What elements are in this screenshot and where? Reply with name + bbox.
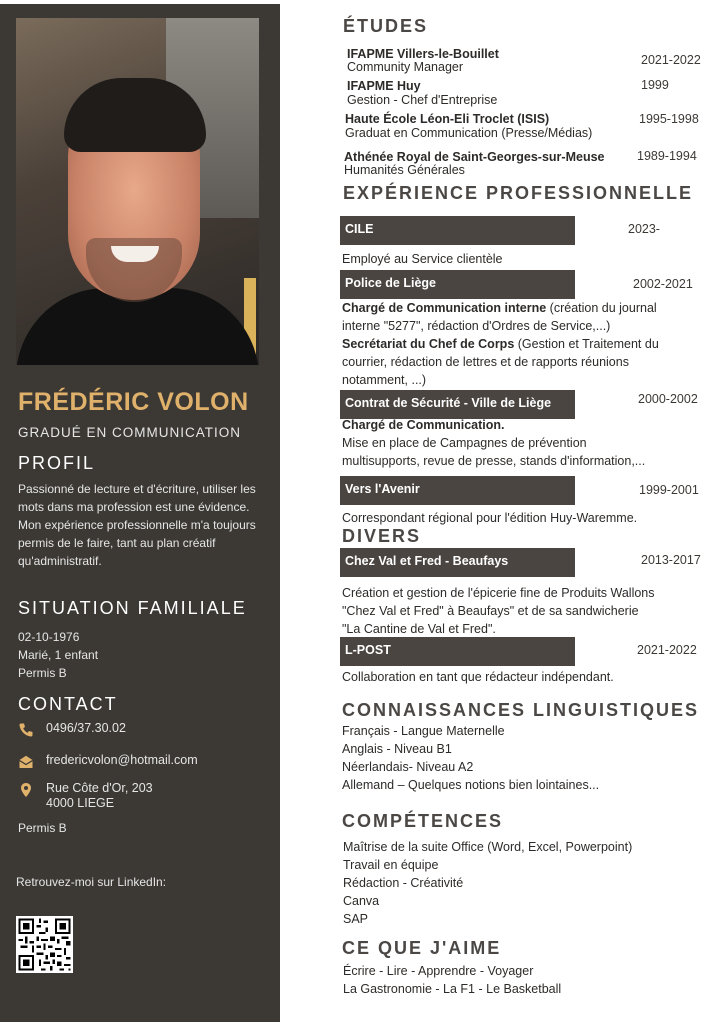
valfred-line2: "Chez Val et Fred" à Beaufays" et de sa sandwicherie — [342, 604, 639, 618]
valfred-line1: Création et gestion de l'épicerie fine de Produits Wallons — [342, 586, 655, 600]
job-desc-avenir: Correspondant régional pour l'édition Huy-Waremme. — [342, 511, 638, 525]
job-years-contrat: 2000-2002 — [638, 392, 698, 406]
job-years-cile: 2023- — [628, 222, 660, 236]
birth-date: 02-10-1976 — [18, 630, 80, 644]
police-role1-rest: (création du journal — [546, 301, 657, 315]
etude-years-3: 1995-1998 — [639, 112, 699, 126]
langues-list — [342, 722, 599, 794]
etude-years-1: 2021-2022 — [641, 53, 701, 67]
etude-detail-1: Community Manager — [347, 60, 464, 74]
mail-icon — [18, 754, 34, 770]
divers-years-valfred: 2013-2017 — [641, 553, 701, 567]
experience-heading: EXPÉRIENCE PROFESSIONNELLE — [343, 183, 694, 203]
contact-phone[interactable] — [18, 721, 126, 738]
valfred-line3: "La Cantine de Val et Fred". — [342, 622, 496, 636]
job-bar-cile — [340, 216, 575, 245]
competences-list — [343, 838, 632, 928]
etude-detail-4: Humanités Générales — [344, 163, 465, 177]
job-bar-police — [340, 270, 575, 299]
competence-item: Canva — [343, 894, 380, 908]
person-name: FRÉDÉRIC VOLON — [18, 388, 249, 416]
etude-school-4: Athénée Royal de Saint-Georges-sur-Meuse — [344, 150, 605, 164]
police-role2-rest: (Gestion et Traitement du — [514, 337, 659, 351]
job-title-contrat: Contrat de Sécurité - Ville de Liège — [345, 396, 552, 410]
competence-item: Travail en équipe — [343, 858, 439, 872]
langue-item: Français - Langue Maternelle — [342, 724, 505, 738]
aime-item: Écrire - Lire - Apprendre - Voyager — [343, 964, 534, 978]
langue-item: Anglais - Niveau B1 — [342, 742, 452, 756]
aime-heading: CE QUE J'AIME — [342, 938, 502, 958]
contact-license: Permis B — [18, 821, 67, 835]
police-role2-line2: courrier, rédaction de lettres et de rapports réunions — [342, 355, 629, 369]
location-pin-icon — [18, 782, 34, 798]
competence-item: SAP — [343, 912, 369, 926]
profil-heading: PROFIL — [18, 453, 96, 473]
divers-desc-valfred — [342, 584, 655, 638]
etude-years-4: 1989-1994 — [637, 149, 697, 163]
etudes-heading: ÉTUDES — [343, 16, 429, 36]
police-role2: Secrétariat du Chef de Corps — [342, 337, 515, 351]
etude-school-3: Haute École Léon-Eli Troclet (ISIS) — [345, 112, 550, 126]
email-address: fredericvolon@hotmail.com — [46, 753, 198, 767]
competence-item: Rédaction - Créativité — [343, 876, 464, 890]
divers-years-lpost: 2021-2022 — [637, 643, 697, 657]
divers-bar-valfred — [340, 548, 575, 577]
address-line1: Rue Côte d'Or, 203 — [46, 781, 153, 795]
contact-email[interactable] — [18, 753, 198, 770]
competence-item: Maîtrise de la suite Office (Word, Excel, Powerpoint) — [343, 840, 633, 854]
profil-text: Passionné de lecture et d'écriture, utiliser les mots dans ma profession est une évidence. Mon expérience professionnelle m'a toujours permis de le faire, tant au plan créatif qu'administratif. — [18, 482, 256, 568]
etude-years-2: 1999 — [641, 78, 669, 92]
driving-license: Permis B — [18, 666, 67, 680]
phone-number: 0496/37.30.02 — [46, 721, 126, 735]
job-desc-police — [342, 299, 659, 389]
contrat-line1: Mise en place de Campagnes de prévention — [342, 436, 587, 450]
etude-school-1: IFAPME Villers-le-Bouillet — [347, 47, 499, 61]
profile-photo — [16, 18, 259, 365]
divers-desc-lpost: Collaboration en tant que rédacteur indépendant. — [342, 670, 614, 684]
divers-heading: DIVERS — [342, 526, 422, 546]
police-role2-line3: notamment, ...) — [342, 373, 427, 387]
langue-item: Néerlandais- Niveau A2 — [342, 760, 474, 774]
aime-list — [343, 962, 561, 998]
divers-title-lpost: L-POST — [345, 643, 391, 657]
etude-detail-2: Gestion - Chef d'Entreprise — [347, 93, 498, 107]
address-line2: 4000 LIEGE — [46, 796, 115, 810]
divers-bar-lpost — [340, 637, 575, 666]
competences-heading: COMPÉTENCES — [342, 811, 504, 831]
job-bar-avenir — [340, 476, 575, 505]
sidebar — [0, 4, 280, 1022]
aime-item: La Gastronomie - La F1 - Le Basketball — [343, 982, 562, 996]
contrat-role: Chargé de Communication. — [342, 418, 505, 432]
job-title-police: Police de Liège — [345, 276, 437, 290]
police-role1: Chargé de Communication interne — [342, 301, 547, 315]
job-years-avenir: 1999-2001 — [639, 483, 699, 497]
contact-address — [18, 781, 153, 811]
linkedin-label: Retrouvez-moi sur LinkedIn: — [16, 875, 167, 889]
police-role1-line2: interne "5277", rédaction d'Ordres de Service,...) — [342, 319, 611, 333]
linkedin-qr-code[interactable] — [16, 916, 73, 973]
etude-detail-3: Graduat en Communication (Presse/Médias) — [345, 126, 593, 140]
job-title-avenir: Vers l'Avenir — [345, 482, 420, 496]
job-desc-contrat — [342, 416, 645, 470]
langues-heading: CONNAISSANCES LINGUISTIQUES — [342, 700, 700, 720]
etude-school-2: IFAPME Huy — [347, 79, 421, 93]
job-years-police: 2002-2021 — [633, 277, 693, 291]
contact-heading: CONTACT — [18, 694, 118, 714]
family-status: Marié, 1 enfant — [18, 648, 99, 662]
langue-item: Allemand – Quelques notions bien lointaines... — [342, 778, 600, 792]
divers-title-valfred: Chez Val et Fred - Beaufays — [345, 554, 509, 568]
phone-icon — [18, 722, 34, 738]
situation-heading: SITUATION FAMILIALE — [18, 598, 247, 618]
job-title-cile: CILE — [345, 222, 374, 236]
person-title: GRADUÉ EN COMMUNICATION — [18, 425, 242, 440]
job-desc-cile: Employé au Service clientèle — [342, 252, 503, 266]
job-bar-contrat — [340, 390, 575, 419]
contrat-line2: multisupports, revue de presse, stands d'information,... — [342, 454, 646, 468]
